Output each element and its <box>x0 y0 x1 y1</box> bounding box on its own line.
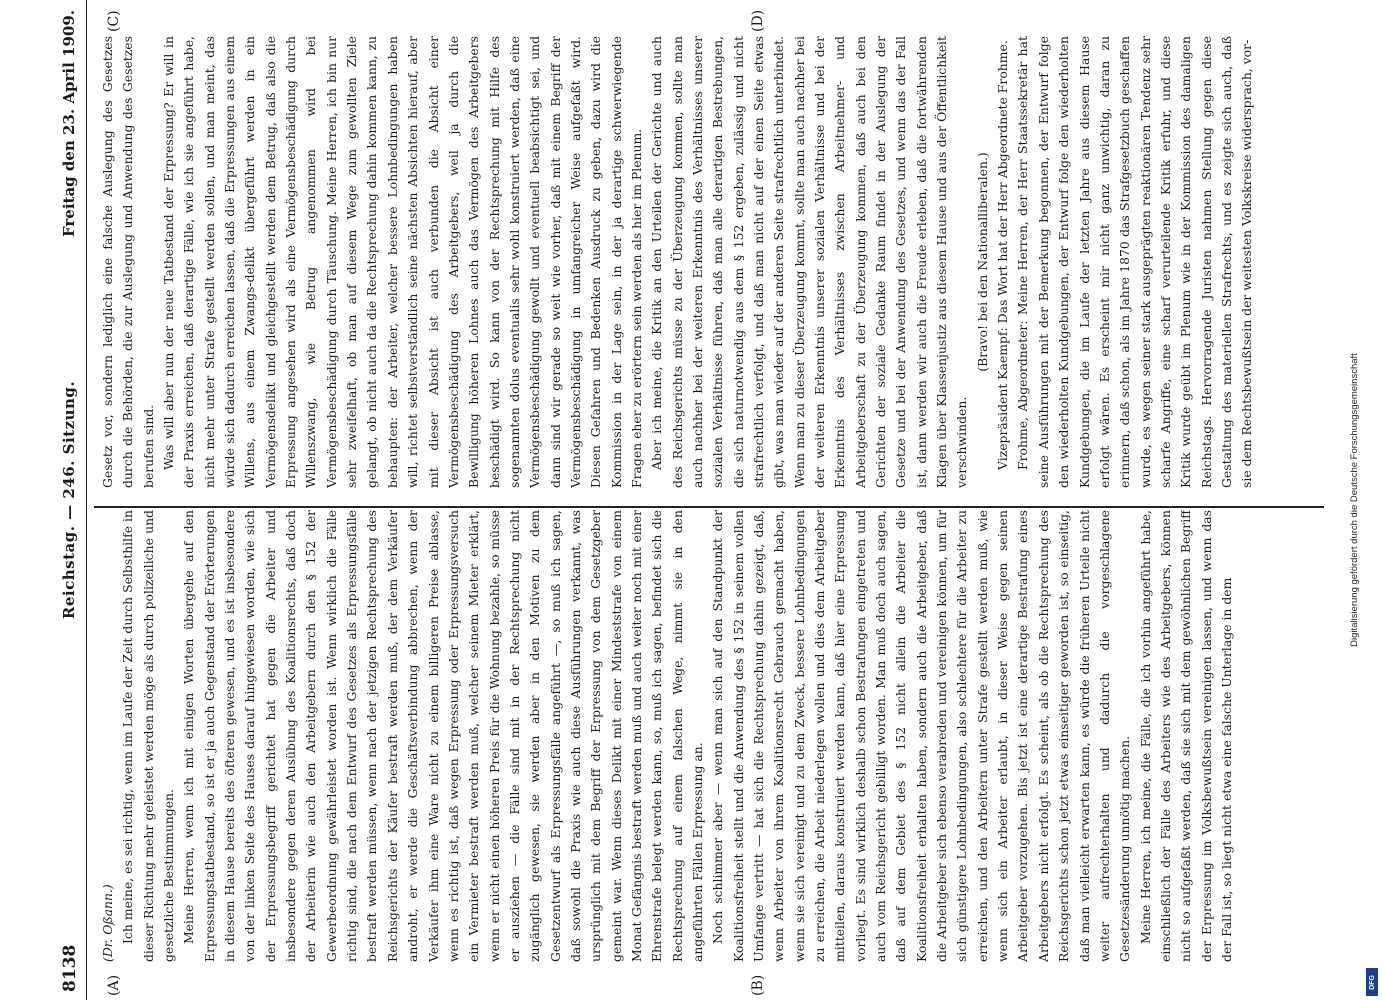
page-title: Reichstag. — 246. Sitzung. <box>60 380 78 620</box>
paragraph: Frohme, Abgeordneter: Meine Herren, der Herr Staatssekretär hat seine Ausführungen mit der Bemerkung begonnen, der Entwurf folge den wiederholten Kundgebungen, der Entwurf folge den wiederholten Kundgebungen, die im Laufe der letzten Jahre aus diesem Hause erfolgt wären. Es erscheint mir nicht ganz unwichtig, daran zu erinnern, daß schon, als im Jahre 1870 das Strafgesetzbuch geschaffen wurde, es wegen seiner stark ausgeprägten reaktionären Tendenz sehr scharfe Angriffe, eine scharf verurteilende Kritik erfuhr, und diese Kritik wurde geübt im Plenum wie in der Kommission des damaligen Reichstags. Hervorragende Juristen nahmen Stellung gegen diese Gestaltung des materiellen Strafrechts, und es zeigte sich auch, daß sie dem Rechtsbewußtsein der weitesten Volkskreise widersprach, vor- <box>1015 36 1255 488</box>
right-column <box>98 36 1318 488</box>
paragraph: Gesetz vor, sondern lediglich eine falsche Auslegung des Gesetzes durch die Behörden, die zur Auslegung und Anwendung des Gesetzes berufen sind. <box>100 36 156 488</box>
paragraph: Meine Herren, wenn ich mit einigen Worten übergehe auf den Erpressungstatbestand, so ist er ja auch Gegenstand der Erörterungen in diesem Hause bereits des öfteren gewesen, und es ist insbesondere von der linken Seite des Hauses darauf hingewiesen worden, wie sich der Erpressungsbegriff gerichtet hat gegen die Arbeiter und insbesondere gegen deren Ausübung des Koalitionsrechts, daß doch der Arbeiterin wie auch den Arbeitgebern durch den § 152 der Gewerbeordnung gewährleistet worden ist. Wenn wirklich die Fälle richtig sind, die nach dem Entwurf des Gesetzes als Erpressungsfälle bestraft werden müssen, wenn nach der jetzigen Rechtsprechung des Reichsgerichts der Käufer bestraft werden muß, der dem Verkäufer androht, er werde die Geschäftsverbindung abbrechen, wenn der Verkäufer ihm eine Ware nicht zu einem billigeren Preise ablasse, wenn es richtig ist, daß wegen Erpressung oder Erpressungsversuch ein Vermieter bestraft werden muß, welcher seinem Mieter erklärt, wenn er nicht einen höheren Preis für die Wohnung bezahle, so müsse er ausziehen — die Fälle sind mit in der Rechtsprechung nicht zugänglich gewesen, sie werden aber in den Motiven zu dem Gesetzentwurf als Erpressungsfälle angeführt —, so muß ich sagen, daß sowohl die Praxis wie auch diese Ausführungen verkannt, was ursprünglich mit dem Begriff der Erpressung von dem Gesetzgeber gemeint war. Wenn dieses Delikt mit einer Mindeststrafe von einem Monat Gefängnis bestraft werden muß und auch weiter noch mit einer Ehrenstrafe belegt werden kann, so, muß ich sagen, befindet sich die Rechtsprechung auf einem falschen Wege, nimmt sie in den angeführten Fällen Erpressung an. <box>181 510 705 962</box>
newspaper-page <box>50 0 1340 1000</box>
margin-mark-a: (A) <box>106 974 122 996</box>
paragraph: Aber ich meine, die Kritik an den Urteilen der Gerichte und auch des Reichsgerichts müsse zu der Überzeugung kommen, sollte man auch nachher bei der weiteren Erkenntnis des Verhältnisses unserer sozialen Verhältnisse führen, daß man alle derartigen Bestrebungen, die sich naturnotwendig aus dem § 152 ergeben, zulässig und nicht strafrechtlich verfolgt, und daß man nicht auf der einen Seite etwas gibt, was man wieder auf der anderen Seite strafrechtlich unterbindet. Wenn man zu dieser Überzeugung kommt, sollte man auch nachher bei der weiteren Erkenntnis unserer sozialen Verhältnisse und bei der Erkenntnis des Verhältnisses zwischen Arbeitnehmer- und Arbeitgeberschaft zu der Überzeugung kommen, daß auch bei den Gerichten der soziale Gedanke Raum findet in der Auslegung der Gesetze und bei der Anwendung des Gesetzes, und wenn das der Fall ist, dann werden wir auch die Freude erleben, daß die fortwährenden Klagen über Klassenjustiz aus diesem Hause und aus der Öffentlichkeit verschwinden. <box>649 36 970 488</box>
dfg-logo-text: DFG <box>1368 974 1376 990</box>
left-column <box>98 510 1318 962</box>
applause-note: (Bravo! bei den Nationalliberalen.) <box>974 152 990 372</box>
speaker-reference: (Dr. Oßann.) <box>100 884 115 962</box>
digitization-credit: Digitalisierung gefördert durch die Deutsche Forschungsgemeinschaft <box>1349 353 1360 647</box>
page-header <box>50 0 87 1000</box>
margin-mark-d: (D) <box>750 9 766 32</box>
page-number: 8138 <box>60 944 80 992</box>
page-date: Freitag den 23. April 1909. <box>60 10 78 237</box>
paragraph: Noch schlimmer aber — wenn man sich auf den Standpunkt der Koalitionsfreiheit stellt und die Anwendung des § 152 in seinem vollen Umfange vertritt — hat sich die Rechtsprechung dahin gezeigt, daß, wenn Arbeiter von ihrem Koalitionsrecht Gebrauch gemacht haben, wenn sie sich vereinigt und zu dem Zweck, bessere Lohnbedingungen zu erreichen, die Arbeit niederlegen wollen und dies dem Arbeitgeber mitteilen, daraus konstruiert werden kann, daß hier eine Erpressung vorliegt. Es sind wirklich deshalb schon Bestrafungen eingetreten und auch vom Reichsgericht gebilligt worden. Man muß doch auch sagen, daß auf dem Gebiet des § 152 nicht allein die Arbeiter die Koalitionsfreiheit erhalten haben, sondern auch die Arbeitgeber, daß die Arbeitgeber sich ebenso verabreden und vereinigen können, um für sich günstigere Lohnbedingungen, also schlechtere für die Arbeiter zu erreichen, und den Arbeitern unter Strafe gestellt werden muß, wie wenn sich ein Arbeiter erlaubt, in dieser Weise gegen seinen Arbeitgeber vorzugehen. Bis jetzt ist eine derartige Bestrafung eines Arbeitgebers nicht erfolgt. Es scheint, als ob die Rechtsprechung des Reichsgerichts schon jetzt etwas einseitiger geworden ist, so einseitig, daß man vielleicht erwarten kann, es würde die früheren Urteile nicht weiter aufrechterhalten und dadurch die vorgeschlagene Gesetzesänderung unnötig machen. <box>710 510 1133 962</box>
margin-mark-c: (C) <box>106 10 122 32</box>
paragraph: Ich meine, es sei richtig, wenn im Laufe der Zeit durch Selbsthilfe in dieser Richtung mehr geleistet werden möge als durch polizeiliche und gesetzliche Bestimmungen. <box>120 510 177 962</box>
dfg-logo <box>1366 968 1378 996</box>
paragraph: Vizepräsident Kaempf: Das Wort hat der Herr Abgeordnete Frohme. <box>995 40 1011 470</box>
column-divider <box>94 507 1324 509</box>
paragraph: Meine Herren, ich meine, die Fälle, die ich vorhin angeführt habe, einschließlich der Fälle des Arbeiters wie des Arbeitgebers, können nicht so aufgefaßt werden, daß sie sich mit dem gewöhnlichen Begriff der Erpressung im Volksbewußtsein vereinigen lassen, und wenn das der Fall ist, so liegt nicht etwa eine falsche Unterlage in dem <box>1137 510 1234 962</box>
margin-mark-b: (B) <box>750 974 766 996</box>
paragraph: Was will aber nun der neue Tatbestand der Erpressung? Er will in der Praxis erreichen, daß derartige Fälle, wie ich sie angeführt habe, nicht mehr unter Strafe gestellt werden sollen, und man meint, das würde sich dadurch erreichen lassen, daß die Erpressungen aus einem Willens, aus einem Zwangs-delikt übergeführt werden in ein Vermögensdelikt und gleichgestellt werden dem Betrug, daß also die Erpressung angesehen wird als eine Vermögensbeschädigung durch Willenszwang, wie Betrug angenommen wird bei Vermögensbeschädigung durch Täuschung. Meine Herren, ich bin nur sehr zweifelhaft, ob man auf diesem Wege zum gewollten Ziele gelangt, ob nicht auch da die Rechtsprechung dahin kommen kann, zu behaupten: der Arbeiter, welcher bessere Lohnbedingungen haben will, richtet selbstverständlich seine nächsten Absichten hierauf, aber mit dieser Absicht ist auch verbunden die Absicht einer Vermögensbeschädigung des Arbeitgebers, weil ja durch die Bewilligung höheren Lohnes auch das Vermögen des Arbeitgebers beschädigt wird. So kann von der Rechtsprechung mit Hilfe des sogenannten dolus eventualis sehr wohl konstruiert werden, daß eine Vermögensbeschädigung gewollt und eventuell beabsichtigt sei, und dann sind wir gerade so weit wie vorher, daß mit einem Begriff der Vermögensbeschädigung in umfangreicher Weise aufgefaßt wird. Diesen Gefahren und Bedenken Ausdruck zu geben, dazu wird die Kommission in der Lage sein, in der ja derartige schwerwiegende Fragen eher zu erörtern sein werden als hier im Plenum. <box>161 36 644 488</box>
